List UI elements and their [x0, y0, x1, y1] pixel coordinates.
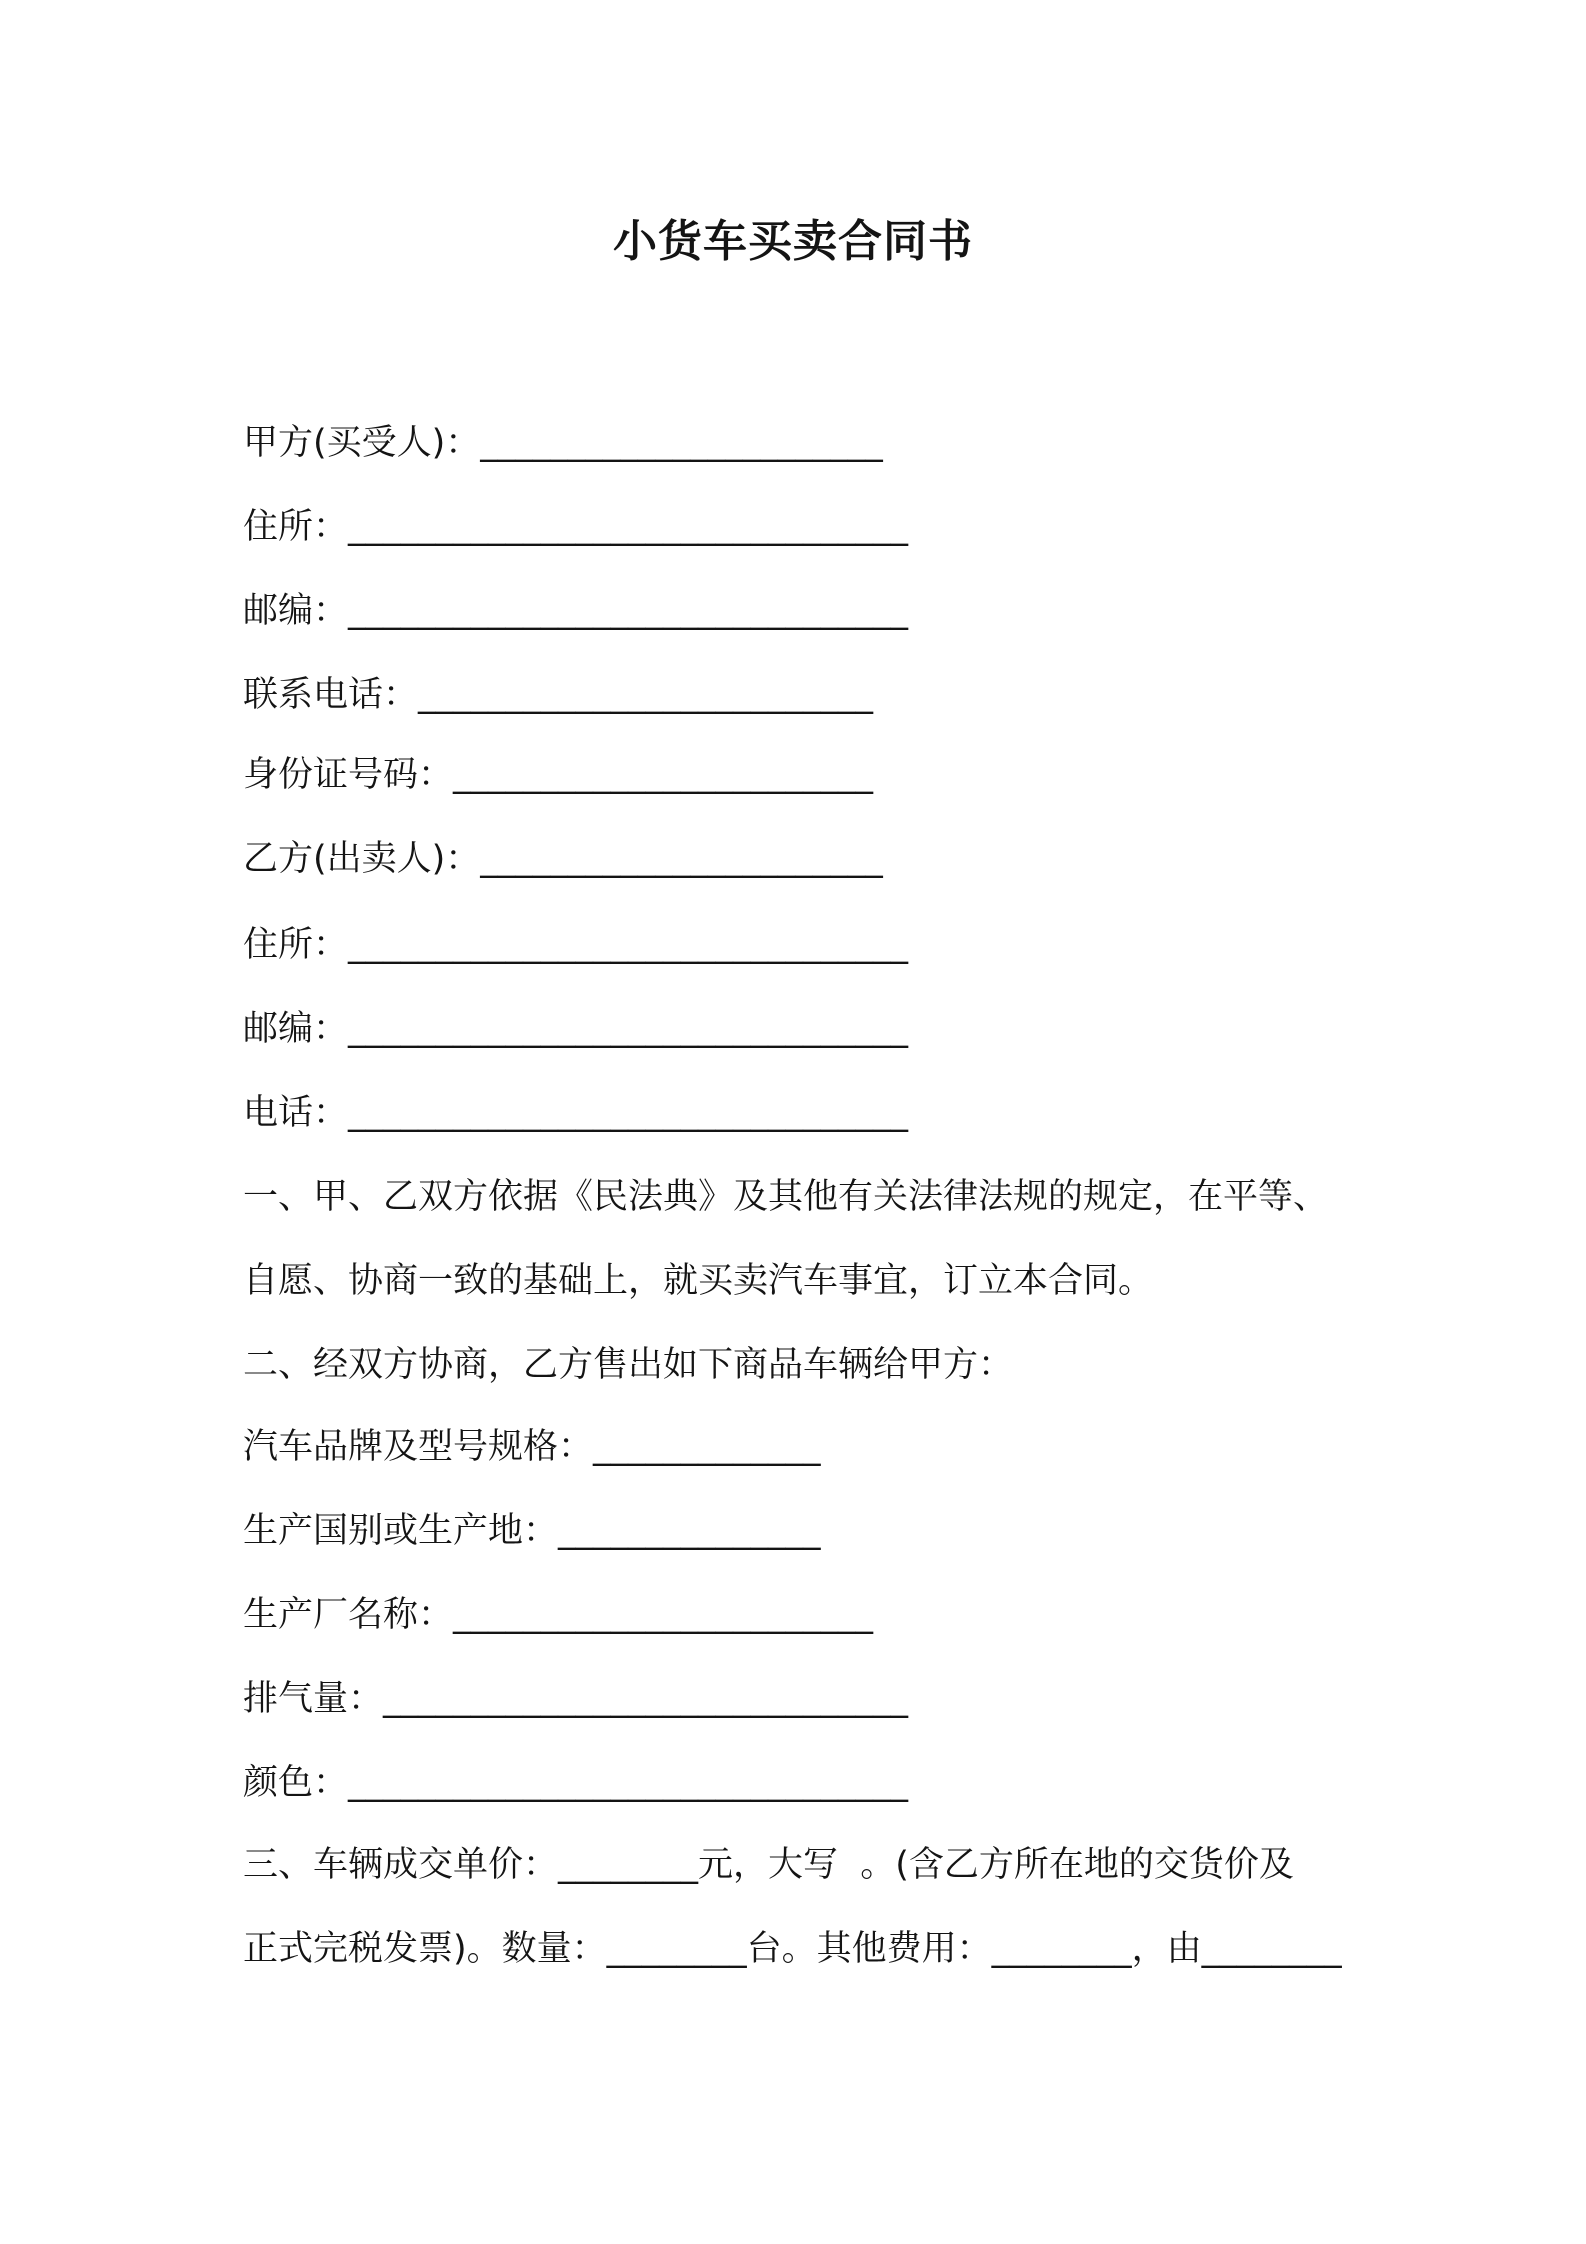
party-a-address-line: 住所：________________________________: [243, 507, 909, 547]
clause-3-line-2: 正式完税发票)。数量：________台。其他费用：________，由________: [243, 1929, 1342, 1969]
party-b-phone-line: 电话：________________________________: [243, 1093, 909, 1133]
vehicle-origin-line: 生产国别或生产地：_______________: [243, 1511, 821, 1551]
clause-1-line-1: 一、甲、乙双方依据《民法典》及其他有关法律法规的规定，在平等、: [243, 1177, 1329, 1217]
party-b-address-line: 住所：________________________________: [243, 925, 909, 965]
party-a-id-number-line: 身份证号码：________________________: [243, 755, 874, 795]
vehicle-displacement-line: 排气量：______________________________: [243, 1679, 909, 1719]
party-a-phone-line: 联系电话：__________________________: [243, 675, 874, 715]
clause-1-line-2: 自愿、协商一致的基础上，就买卖汽车事宜，订立本合同。: [243, 1261, 1154, 1301]
vehicle-color-line: 颜色：________________________________: [243, 1763, 909, 1803]
party-b-postcode-line: 邮编：________________________________: [243, 1009, 909, 1049]
vehicle-manufacturer-line: 生产厂名称：________________________: [243, 1595, 874, 1635]
vehicle-brand-model-line: 汽车品牌及型号规格：_____________: [243, 1427, 821, 1467]
clause-3-line-1: 三、车辆成交单价：________元，大写 。(含乙方所在地的交货价及: [243, 1845, 1294, 1885]
party-b-seller-line: 乙方(出卖人)：_______________________: [243, 839, 883, 879]
document-title: 小货车买卖合同书: [613, 216, 973, 267]
clause-2-heading: 二、经双方协商，乙方售出如下商品车辆给甲方：: [243, 1345, 1014, 1385]
party-a-buyer-line: 甲方(买受人)：_______________________: [243, 423, 883, 463]
party-a-postcode-line: 邮编：________________________________: [243, 591, 909, 631]
